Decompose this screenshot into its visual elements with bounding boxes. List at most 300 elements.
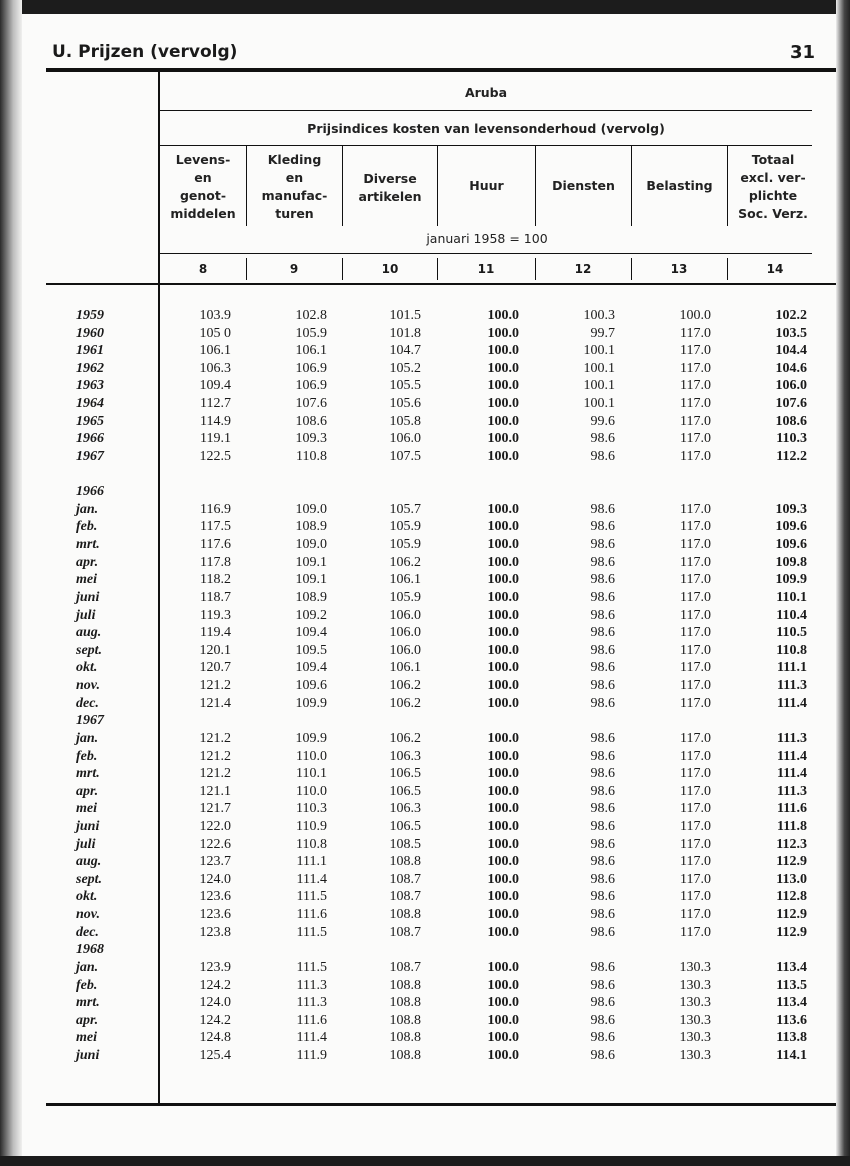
row-label: jan. xyxy=(76,730,99,746)
table-cell: 117.0 xyxy=(680,625,711,641)
table-cell: 106.2 xyxy=(389,554,421,570)
table-cell: 110.9 xyxy=(296,818,327,834)
table-cell: 106.0 xyxy=(775,378,807,394)
row-label: mei xyxy=(76,572,97,588)
table-cell: 112.8 xyxy=(776,889,807,905)
table-cell: 98.6 xyxy=(590,625,615,641)
table-cell: 100.0 xyxy=(487,783,519,799)
table-cell: 108.8 xyxy=(389,995,421,1011)
col-header-14: Totaal excl. ver- plichte Soc. Verz. xyxy=(738,152,808,221)
table-cell: 117.0 xyxy=(680,501,711,517)
table-cell: 100.0 xyxy=(487,907,519,923)
table-cell: 100.0 xyxy=(487,448,519,464)
row-label: nov. xyxy=(76,678,100,694)
table-cell: 100.0 xyxy=(487,589,519,605)
row-label: jan. xyxy=(76,501,99,517)
table-cell: 100.0 xyxy=(487,678,519,694)
table-cell: 113.5 xyxy=(776,977,807,993)
table-cell: 106.1 xyxy=(199,343,231,359)
table-cell: 117.0 xyxy=(680,730,711,746)
table-cell: 124.8 xyxy=(199,1030,231,1046)
table-cell: 112.9 xyxy=(776,854,807,870)
table-cell: 117.0 xyxy=(680,343,711,359)
table-cell: 108.5 xyxy=(389,836,421,852)
table-cell: 100.1 xyxy=(583,396,615,412)
table-cell: 111.4 xyxy=(296,1030,327,1046)
table-cell: 110.3 xyxy=(776,431,807,447)
table-cell: 106.3 xyxy=(389,801,421,817)
table-cell: 100.0 xyxy=(679,308,711,323)
row-label: dec. xyxy=(76,924,99,940)
col-number-11: 11 xyxy=(477,262,495,276)
table-cell: 114.1 xyxy=(776,1048,807,1064)
base-period-note: januari 1958 = 100 xyxy=(426,231,548,246)
table-cell: 106.1 xyxy=(389,572,421,588)
stub-divider xyxy=(158,72,160,1103)
table-cell: 100.0 xyxy=(487,748,519,764)
table-cell: 100.0 xyxy=(487,977,519,993)
table-cell: 109.3 xyxy=(775,501,807,517)
table-cell: 103.5 xyxy=(775,325,807,341)
row-label: 1968 xyxy=(76,942,104,958)
table-cell: 112.7 xyxy=(200,396,231,412)
table-cell: 98.6 xyxy=(590,660,615,676)
table-cell: 117.0 xyxy=(680,818,711,834)
table-cell: 106.0 xyxy=(389,431,421,447)
table-cell: 99.6 xyxy=(590,413,615,429)
table-cell: 107.6 xyxy=(775,396,807,412)
row-label: mrt. xyxy=(76,995,100,1011)
table-cell: 123.6 xyxy=(199,889,231,905)
table-cell: 123.7 xyxy=(199,854,231,870)
table-cell: 117.0 xyxy=(680,413,711,429)
table-cell: 100.0 xyxy=(487,836,519,852)
table-cell: 106.2 xyxy=(389,678,421,694)
table-cell: 112.3 xyxy=(776,836,807,852)
row-label: apr. xyxy=(76,783,99,799)
row-label: apr. xyxy=(76,554,99,570)
table-cell: 100.0 xyxy=(487,1048,519,1064)
table-cell: 110.8 xyxy=(776,642,807,658)
table-cell: 109.9 xyxy=(295,695,327,711)
table-cell: 121.2 xyxy=(199,766,231,782)
table-cell: 117.0 xyxy=(680,907,711,923)
row-label: aug. xyxy=(76,625,102,641)
table-cell: 117.0 xyxy=(680,378,711,394)
table-cell: 106.3 xyxy=(199,360,231,376)
num-divider-1 xyxy=(246,258,247,280)
col-header-13: Belasting xyxy=(646,178,713,193)
table-cell: 117.0 xyxy=(680,607,711,623)
title-rule xyxy=(46,68,836,72)
table-cell: 98.6 xyxy=(590,501,615,517)
table-cell: 100.0 xyxy=(487,1012,519,1028)
table-cell: 104.7 xyxy=(389,343,421,359)
table-cell: 105.7 xyxy=(389,501,421,517)
table-cell: 117.0 xyxy=(680,537,711,553)
table-cell: 111.6 xyxy=(296,907,327,923)
table-cell: 110.1 xyxy=(296,766,327,782)
scan-edge-right xyxy=(836,0,850,1166)
row-label: 1961 xyxy=(76,343,104,359)
row-label: 1959 xyxy=(76,308,104,323)
table-cell: 117.8 xyxy=(200,554,231,570)
table-cell: 105.5 xyxy=(389,378,421,394)
num-divider-5 xyxy=(631,258,632,280)
table-cell: 109.0 xyxy=(295,537,327,553)
table-cell: 130.3 xyxy=(679,959,711,975)
table-cell: 109.6 xyxy=(295,678,327,694)
row-label: aug. xyxy=(76,854,102,870)
num-divider-2 xyxy=(342,258,343,280)
row-label: juli xyxy=(76,607,96,623)
table-cell: 100.0 xyxy=(487,396,519,412)
table-cell: 124.2 xyxy=(199,1012,231,1028)
table-cell: 106.9 xyxy=(295,378,327,394)
table-cell: 124.0 xyxy=(199,995,231,1011)
table-cell: 98.6 xyxy=(590,959,615,975)
table-cell: 105.9 xyxy=(389,519,421,535)
table-cell: 98.6 xyxy=(590,572,615,588)
table-cell: 100.0 xyxy=(487,431,519,447)
table-cell: 117.0 xyxy=(680,748,711,764)
table-cell: 108.7 xyxy=(389,959,421,975)
table-cell: 108.9 xyxy=(295,519,327,535)
table-cell: 98.6 xyxy=(590,889,615,905)
table-cell: 124.0 xyxy=(199,871,231,887)
table-cell: 111.4 xyxy=(296,871,327,887)
table-cell: 108.8 xyxy=(389,1012,421,1028)
table-cell: 99.7 xyxy=(590,325,615,341)
table-cell: 100.0 xyxy=(487,924,519,940)
num-divider-3 xyxy=(437,258,438,280)
table-cell: 100.0 xyxy=(487,766,519,782)
row-label: okt. xyxy=(76,660,98,676)
table-cell: 106.1 xyxy=(389,660,421,676)
table-cell: 119.4 xyxy=(200,625,231,641)
row-label: jan. xyxy=(76,959,99,975)
table-cell: 109.9 xyxy=(295,730,327,746)
col-number-13: 13 xyxy=(670,262,688,276)
table-cell: 117.0 xyxy=(680,519,711,535)
table-cell: 117.0 xyxy=(680,660,711,676)
table-cell: 117.0 xyxy=(680,854,711,870)
table-cell: 109.1 xyxy=(295,572,327,588)
table-cell: 109.4 xyxy=(199,378,231,394)
row-label: juni xyxy=(76,818,100,834)
row-label: mei xyxy=(76,1030,97,1046)
table-cell: 98.6 xyxy=(590,924,615,940)
table-cell: 98.6 xyxy=(590,907,615,923)
col-number-12: 12 xyxy=(574,262,592,276)
table-cell: 122.6 xyxy=(199,836,231,852)
table-cell: 107.6 xyxy=(295,396,327,412)
table-cell: 98.6 xyxy=(590,801,615,817)
table-cell: 100.0 xyxy=(487,889,519,905)
table-cell: 100.0 xyxy=(487,871,519,887)
row-label: mrt. xyxy=(76,766,100,782)
row-label: 1967 xyxy=(76,448,104,464)
table-cell: 109.4 xyxy=(295,660,327,676)
num-divider-4 xyxy=(535,258,536,280)
table-cell: 118.2 xyxy=(200,572,231,588)
table-cell: 111.6 xyxy=(296,1012,327,1028)
table-cell: 117.0 xyxy=(680,448,711,464)
table-cell: 117.0 xyxy=(680,766,711,782)
table-cell: 111.1 xyxy=(296,854,327,870)
col-header-11: Huur xyxy=(469,178,504,193)
col-header-10: Diverse artikelen xyxy=(358,171,422,204)
table-cell: 111.3 xyxy=(296,977,327,993)
table-cell: 98.6 xyxy=(590,589,615,605)
table-cell: 109.4 xyxy=(295,625,327,641)
table-cell: 110.1 xyxy=(776,589,807,605)
col-number-14: 14 xyxy=(766,262,784,276)
column-number-rule xyxy=(160,253,812,254)
table-cell: 98.6 xyxy=(590,836,615,852)
table-cell: 120.1 xyxy=(199,642,231,658)
table-cell: 121.7 xyxy=(199,801,231,817)
table-cell: 100.0 xyxy=(487,818,519,834)
table-cell: 109.2 xyxy=(295,607,327,623)
row-label: 1960 xyxy=(76,325,104,341)
table-cell: 117.0 xyxy=(680,589,711,605)
table-cell: 130.3 xyxy=(679,977,711,993)
table-cell: 109.9 xyxy=(775,572,807,588)
table-cell: 111.5 xyxy=(296,959,327,975)
table-cell: 130.3 xyxy=(679,1030,711,1046)
row-label: dec. xyxy=(76,695,99,711)
subtitle-rule xyxy=(160,145,812,146)
table-cell: 117.0 xyxy=(680,783,711,799)
table-cell: 105.6 xyxy=(389,396,421,412)
table-cell: 100.0 xyxy=(487,660,519,676)
table-cell: 100.0 xyxy=(487,572,519,588)
table-cell: 111.3 xyxy=(777,730,807,746)
row-label: feb. xyxy=(76,519,98,535)
table-cell: 112.2 xyxy=(776,448,807,464)
table-cell: 117.0 xyxy=(680,924,711,940)
table-cell: 100.0 xyxy=(487,607,519,623)
num-divider-6 xyxy=(727,258,728,280)
table-cell: 100.0 xyxy=(487,854,519,870)
table-cell: 109.8 xyxy=(775,554,807,570)
table-cell: 106.3 xyxy=(389,748,421,764)
row-label: juni xyxy=(76,1048,100,1064)
col-header-8: Levens- en genot- middelen xyxy=(170,152,236,221)
table-cell: 106.0 xyxy=(389,607,421,623)
scan-edge-top xyxy=(0,0,850,14)
table-cell: 105.8 xyxy=(389,413,421,429)
table-cell: 117.0 xyxy=(680,836,711,852)
table-cell: 100.0 xyxy=(487,537,519,553)
table-cell: 105.9 xyxy=(295,325,327,341)
table-cell: 105.9 xyxy=(389,537,421,553)
header-bottom-rule xyxy=(46,283,836,285)
region-heading: Aruba xyxy=(464,85,508,100)
table-cell: 98.6 xyxy=(590,783,615,799)
table-cell: 110.5 xyxy=(776,625,807,641)
table-cell: 111.5 xyxy=(296,924,327,940)
table-cell: 100.0 xyxy=(487,642,519,658)
table-cell: 103.9 xyxy=(199,308,231,323)
table-cell: 109.5 xyxy=(295,642,327,658)
table-cell: 105.2 xyxy=(389,360,421,376)
table-cell: 117.0 xyxy=(680,889,711,905)
table-cell: 109.0 xyxy=(295,501,327,517)
table-cell: 108.8 xyxy=(389,854,421,870)
table-cell: 111.3 xyxy=(296,995,327,1011)
table-cell: 98.6 xyxy=(590,448,615,464)
row-label: sept. xyxy=(76,871,103,887)
table-cell: 106.5 xyxy=(389,783,421,799)
table-cell: 104.4 xyxy=(775,343,807,359)
table-cell: 123.6 xyxy=(199,907,231,923)
table-cell: 98.6 xyxy=(590,766,615,782)
table-cell: 100.0 xyxy=(487,1030,519,1046)
table-cell: 105.9 xyxy=(389,589,421,605)
table-cell: 113.8 xyxy=(776,1030,807,1046)
row-label: juni xyxy=(76,589,100,605)
table-cell: 117.0 xyxy=(680,801,711,817)
row-label: juli xyxy=(76,836,96,852)
table-cell: 110.0 xyxy=(296,748,327,764)
table-cell: 117.0 xyxy=(680,642,711,658)
table-cell: 108.8 xyxy=(389,907,421,923)
table-cell: 108.7 xyxy=(389,924,421,940)
table-cell: 113.4 xyxy=(776,995,807,1011)
table-cell: 98.6 xyxy=(590,748,615,764)
table-cell: 100.0 xyxy=(487,501,519,517)
scan-edge-left xyxy=(0,0,22,1166)
table-cell: 110.8 xyxy=(296,836,327,852)
row-label: 1963 xyxy=(76,378,104,394)
table-cell: 130.3 xyxy=(679,1048,711,1064)
table-cell: 100.0 xyxy=(487,343,519,359)
table-cell: 117.0 xyxy=(680,695,711,711)
table-cell: 100.1 xyxy=(583,343,615,359)
table-cell: 100.0 xyxy=(487,695,519,711)
table-cell: 100.1 xyxy=(583,360,615,376)
table-cell: 108.8 xyxy=(389,1030,421,1046)
table-cell: 111.4 xyxy=(777,766,807,782)
table-cell: 102.8 xyxy=(295,308,327,323)
row-label: 1965 xyxy=(76,413,104,429)
table-cell: 113.4 xyxy=(776,959,807,975)
table-cell: 98.6 xyxy=(590,871,615,887)
table-cell: 121.4 xyxy=(199,695,231,711)
table-cell: 101.8 xyxy=(389,325,421,341)
table-cell: 117.5 xyxy=(200,519,231,535)
table-cell: 100.0 xyxy=(487,625,519,641)
table-cell: 100.0 xyxy=(487,325,519,341)
table-cell: 122.5 xyxy=(199,448,231,464)
table-cell: 100.0 xyxy=(487,995,519,1011)
table-cell: 122.0 xyxy=(199,818,231,834)
table-cell: 108.9 xyxy=(295,589,327,605)
table-cell: 123.9 xyxy=(199,959,231,975)
table-cell: 98.6 xyxy=(590,730,615,746)
table-cell: 100.0 xyxy=(487,554,519,570)
row-label: 1967 xyxy=(76,713,104,729)
table-cell: 117.0 xyxy=(680,554,711,570)
table-cell: 100.3 xyxy=(583,308,615,323)
table-cell: 111.4 xyxy=(777,695,807,711)
table-cell: 111.5 xyxy=(296,889,327,905)
table-cell: 116.9 xyxy=(200,501,231,517)
table-cell: 113.0 xyxy=(776,871,807,887)
table-cell: 110.8 xyxy=(296,448,327,464)
table-bottom-rule xyxy=(46,1103,836,1106)
table-cell: 98.6 xyxy=(590,854,615,870)
table-cell: 106.2 xyxy=(389,695,421,711)
table-cell: 100.0 xyxy=(487,730,519,746)
table-cell: 117.6 xyxy=(200,537,231,553)
table-cell: 98.6 xyxy=(590,995,615,1011)
table-cell: 108.7 xyxy=(389,889,421,905)
table-cell: 98.6 xyxy=(590,1030,615,1046)
table-cell: 100.0 xyxy=(487,413,519,429)
table-cell: 98.6 xyxy=(590,695,615,711)
table-cell: 101.5 xyxy=(389,308,421,323)
table-cell: 119.1 xyxy=(200,431,231,447)
table-cell: 111.4 xyxy=(777,748,807,764)
table-cell: 123.8 xyxy=(199,924,231,940)
table-cell: 98.6 xyxy=(590,537,615,553)
table-cell: 117.0 xyxy=(680,325,711,341)
table-cell: 111.1 xyxy=(777,660,807,676)
row-label: okt. xyxy=(76,889,98,905)
table-cell: 111.3 xyxy=(777,678,807,694)
table-cell: 110.4 xyxy=(776,607,807,623)
table-cell: 117.0 xyxy=(680,431,711,447)
table-cell: 117.0 xyxy=(680,396,711,412)
table-cell: 100.0 xyxy=(487,308,519,323)
table-cell: 109.6 xyxy=(775,537,807,553)
table-cell: 125.4 xyxy=(199,1048,231,1064)
table-cell: 98.6 xyxy=(590,554,615,570)
page-number: 31 xyxy=(790,42,816,63)
row-label: feb. xyxy=(76,748,98,764)
table-cell: 98.6 xyxy=(590,977,615,993)
table-cell: 120.7 xyxy=(199,660,231,676)
table-cell: 98.6 xyxy=(590,1012,615,1028)
table-cell: 106.2 xyxy=(389,730,421,746)
table-cell: 98.6 xyxy=(590,607,615,623)
table-cell: 105 0 xyxy=(199,325,231,341)
table-cell: 118.7 xyxy=(200,589,231,605)
table-cell: 100.0 xyxy=(487,959,519,975)
row-label: feb. xyxy=(76,977,98,993)
col-header-9: Kleding en manufac- turen xyxy=(261,152,328,221)
table-cell: 100.0 xyxy=(487,378,519,394)
table-cell: 108.6 xyxy=(775,413,807,429)
table-cell: 108.7 xyxy=(389,871,421,887)
col-number-8: 8 xyxy=(198,262,208,276)
page-title: U. Prijzen (vervolg) xyxy=(52,42,238,62)
table-cell: 110.3 xyxy=(296,801,327,817)
subtitle-heading: Prijsindices kosten van levensonderhoud (vervolg) xyxy=(307,121,665,136)
region-rule xyxy=(160,110,812,111)
table-cell: 109.1 xyxy=(295,554,327,570)
table-cell: 117.0 xyxy=(680,678,711,694)
table-cell: 130.3 xyxy=(679,1012,711,1028)
row-label: mrt. xyxy=(76,537,100,553)
table-cell: 100.0 xyxy=(487,360,519,376)
table-cell: 130.3 xyxy=(679,995,711,1011)
table-cell: 106.5 xyxy=(389,766,421,782)
table-cell: 114.9 xyxy=(200,413,231,429)
